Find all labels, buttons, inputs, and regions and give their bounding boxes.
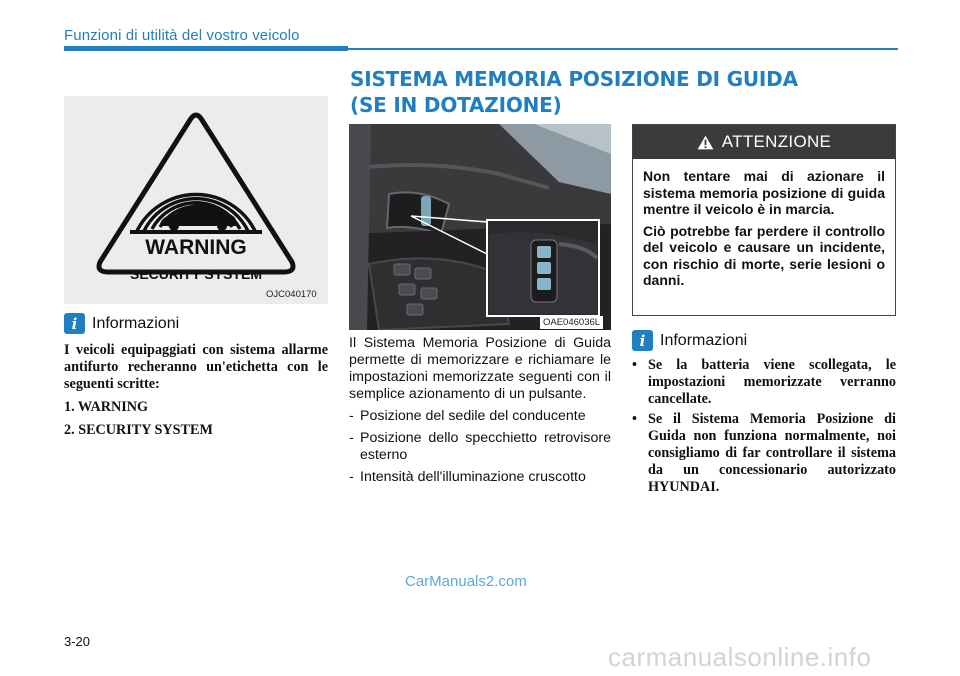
caution-paragraph-1: Non tentare mai di azionare il sistema memoria posizione di guida mentre il veicolo è in marcia.: [643, 168, 885, 217]
section-title-line-2: (SE IN DOTAZIONE): [350, 93, 562, 117]
caution-header: [633, 125, 895, 159]
info-icon: i: [632, 330, 653, 351]
caution-body: [633, 159, 895, 289]
caution-label: ATTENZIONE: [721, 132, 832, 151]
info-heading-left: [64, 313, 179, 334]
list-item: 2. SECURITY SYSTEM: [64, 422, 213, 438]
info-heading-right: [632, 330, 747, 351]
dash-marker: -: [349, 408, 354, 424]
info-list-right: [632, 357, 896, 499]
list-item: - Posizione del sedile del conducente: [349, 408, 586, 424]
running-header: Funzioni di utilità del vostro veicolo: [64, 27, 300, 44]
bullet-marker: •: [632, 411, 637, 427]
list-item: 1. WARNING: [64, 399, 149, 415]
info-icon: i: [64, 313, 85, 334]
header-accent-bar: [64, 46, 348, 51]
watermark-corner: carmanualsonline.info: [608, 642, 872, 672]
info-label-left: Informazioni: [92, 314, 180, 332]
figure-code-middle: OAE046036L: [540, 316, 603, 329]
section-title-line-1: SISTEMA MEMORIA POSIZIONE DI GUIDA: [350, 67, 798, 91]
header-rule: [348, 48, 898, 50]
bullet-marker: •: [632, 357, 637, 373]
caution-paragraph-2: Ciò potrebbe far perdere il controllo del veicolo e causare un incidente, con rischio di morte, serie lesioni o danni.: [643, 222, 885, 288]
info-paragraph-left: I veicoli equipaggiati con sistema allarme antifurto recheranno un'etichetta con le seguenti scritte:: [64, 342, 328, 392]
list-item: • Se la batteria viene scollegata, le impostazioni memorizzate verranno cancellate.: [632, 357, 896, 407]
memory-seat-photo: [349, 124, 611, 330]
warning-triangle-icon: [697, 135, 714, 150]
security-label-figure: [64, 96, 328, 304]
list-item: • Se il Sistema Memoria Posizione di Guida non funziona normalmente, noi consigliamo di far controllare il sistema da un concessionario autorizzato HYUNDAI.: [632, 411, 896, 495]
warning-text: WARNING: [145, 236, 247, 259]
section-title: [350, 66, 910, 118]
list-item: - Posizione dello specchietto retrovisore esterno: [349, 430, 611, 463]
security-label-illustration: [64, 96, 328, 304]
caution-box: [632, 124, 896, 316]
description-paragraph: Il Sistema Memoria Posizione di Guida permette di memorizzare e richiamare le impostazioni memorizzate seguenti con il semplice azionamento di un pulsante.: [349, 335, 611, 402]
watermark-link-center[interactable]: CarManuals2.com: [405, 573, 527, 590]
dash-marker: -: [349, 430, 354, 446]
info-body-left: [64, 342, 328, 445]
figure-code-left: OJC040170: [266, 289, 317, 300]
list-item: - Intensità dell'illuminazione cruscotto: [349, 469, 586, 485]
security-system-text: SECURITY SYSTEM: [130, 266, 262, 282]
page-number: 3-20: [64, 634, 91, 649]
info-label-right: Informazioni: [660, 331, 748, 349]
memory-system-description: [349, 335, 611, 491]
dash-marker: -: [349, 469, 354, 485]
door-panel-illustration: [349, 124, 611, 330]
